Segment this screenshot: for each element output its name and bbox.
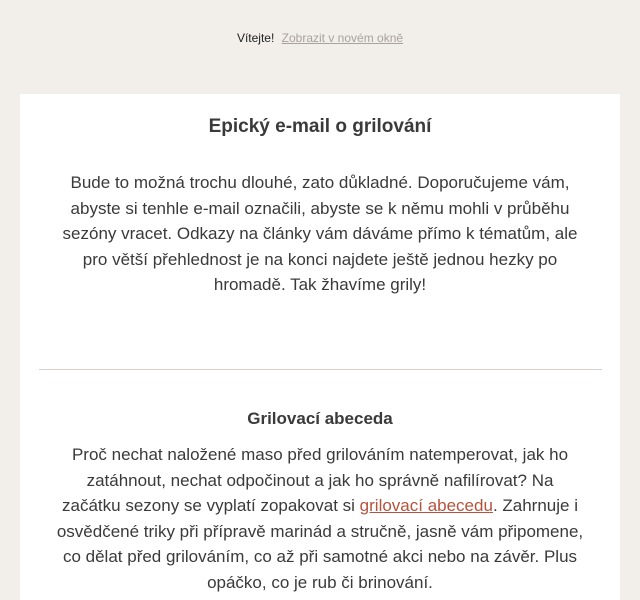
section-divider [39, 369, 602, 370]
section-text-before-link: Proč nechat naložené maso před grilováním natemperovat, jak ho zatáhnout, nechat odpočinout a jak ho správně nafilírovat? Na začátku sezony se vyplatí zopakovat si [62, 445, 569, 515]
email-title: Epický e-mail o grilování [208, 116, 432, 137]
greeting-text: Vítejte! [236, 31, 275, 45]
preheader [0, 31, 640, 45]
grilovaci-abeceda-link[interactable]: grilovací abecedu [359, 496, 493, 515]
section-title: Grilovací abeceda [247, 409, 393, 428]
section-text-after-link: . Zahrnuje i osvědčené triky při přípravě marinád a stručně, jasně vám připomene, co dělat před grilováním, co až při samotné akci nebo na závěr. Plus opáčko, co je rub či brinování. [56, 496, 584, 592]
section-paragraph [56, 442, 584, 595]
view-in-new-window-link[interactable]: Zobrazit v novém okně [281, 31, 404, 45]
intro-paragraph: Bude to možná trochu dlouhé, zato důkladné. Doporučujeme vám, abyste si tenhle e-mail označili, abyste se k němu mohli v průběhu sezóny vracet. Odkazy na články vám dáváme přímo k tématům, ale pro větší přehlednost je na konci najdete ještě jednou hezky po hromadě. Tak žhavíme grily! [62, 173, 578, 294]
